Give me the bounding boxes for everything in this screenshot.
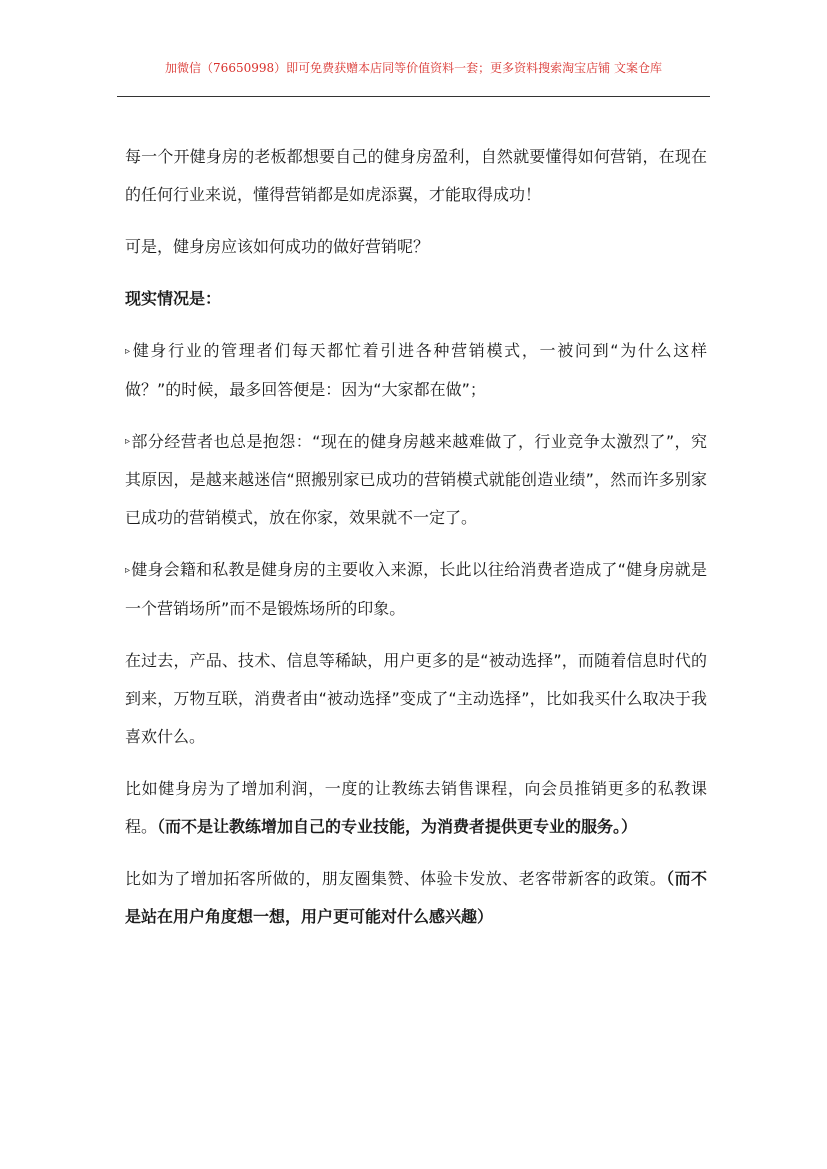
triangle-bullet-icon: ▹ [125, 436, 131, 447]
bullet-text-2: 部分经营者也总是抱怨：“现在的健身房越来越难做了，行业竞争太激烈了”，究其原因，是越来越迷信“照搬别家已成功的营销模式就能创造业绩”，然而许多别家已成功的营销模式，放在你家，效果就不一定了。 [125, 431, 707, 527]
paragraph-example-1 [125, 770, 707, 846]
example-2-note: （而不是站在用户角度想一想，用户更可能对什么感兴趣） [125, 868, 707, 926]
bullet-paragraph-1 [125, 332, 707, 409]
example-2-text: 比如为了增加拓客所做的，朋友圈集赞、体验卡发放、老客带新客的政策。 [125, 868, 667, 888]
triangle-bullet-icon: ▹ [125, 564, 131, 576]
example-1-note: （而不是让教练增加自己的专业技能，为消费者提供更专业的服务。） [157, 816, 638, 836]
paragraph-past-vs-now: 在过去，产品、技术、信息等稀缺，用户更多的是“被动选择”，而随着信息时代的到来，万物互联，消费者由“被动选择”变成了“主动选择”，比如我买什么取决于我喜欢什么。 [125, 650, 707, 746]
header-divider [117, 96, 710, 97]
page-header-promo: 加微信（76650998）即可免费获赠本店同等价值资料一套；更多资料搜索淘宝店铺 文案仓库 [165, 61, 662, 75]
bullet-text-3: 健身会籍和私教是健身房的主要收入来源，长此以往给消费者造成了“健身房就是一个营销场所”而不是锻炼场所的印象。 [125, 560, 707, 618]
document-body [125, 138, 707, 936]
paragraph-question: 可是，健身房应该如何成功的做好营销呢？ [125, 237, 430, 256]
paragraph-example-2 [125, 860, 707, 936]
bullet-paragraph-2 [125, 423, 707, 538]
bullet-paragraph-3 [125, 551, 707, 628]
bullet-text-1: 健身行业的管理者们每天都忙着引进各种营销模式，一被问到“为什么这样做？”的时候，最多回答便是：因为“大家都在做”； [125, 341, 707, 399]
triangle-bullet-icon: ▹ [125, 345, 131, 357]
paragraph-intro: 每一个开健身房的老板都想要自己的健身房盈利，自然就要懂得如何营销，在现在的任何行业来说，懂得营销都是如虎添翼，才能取得成功！ [125, 147, 707, 204]
section-heading: 现实情况是： [125, 289, 222, 308]
example-1-text: 比如健身房为了增加利润，一度的让教练去销售课程，向会员推销更多的私教课程。 [125, 778, 707, 836]
